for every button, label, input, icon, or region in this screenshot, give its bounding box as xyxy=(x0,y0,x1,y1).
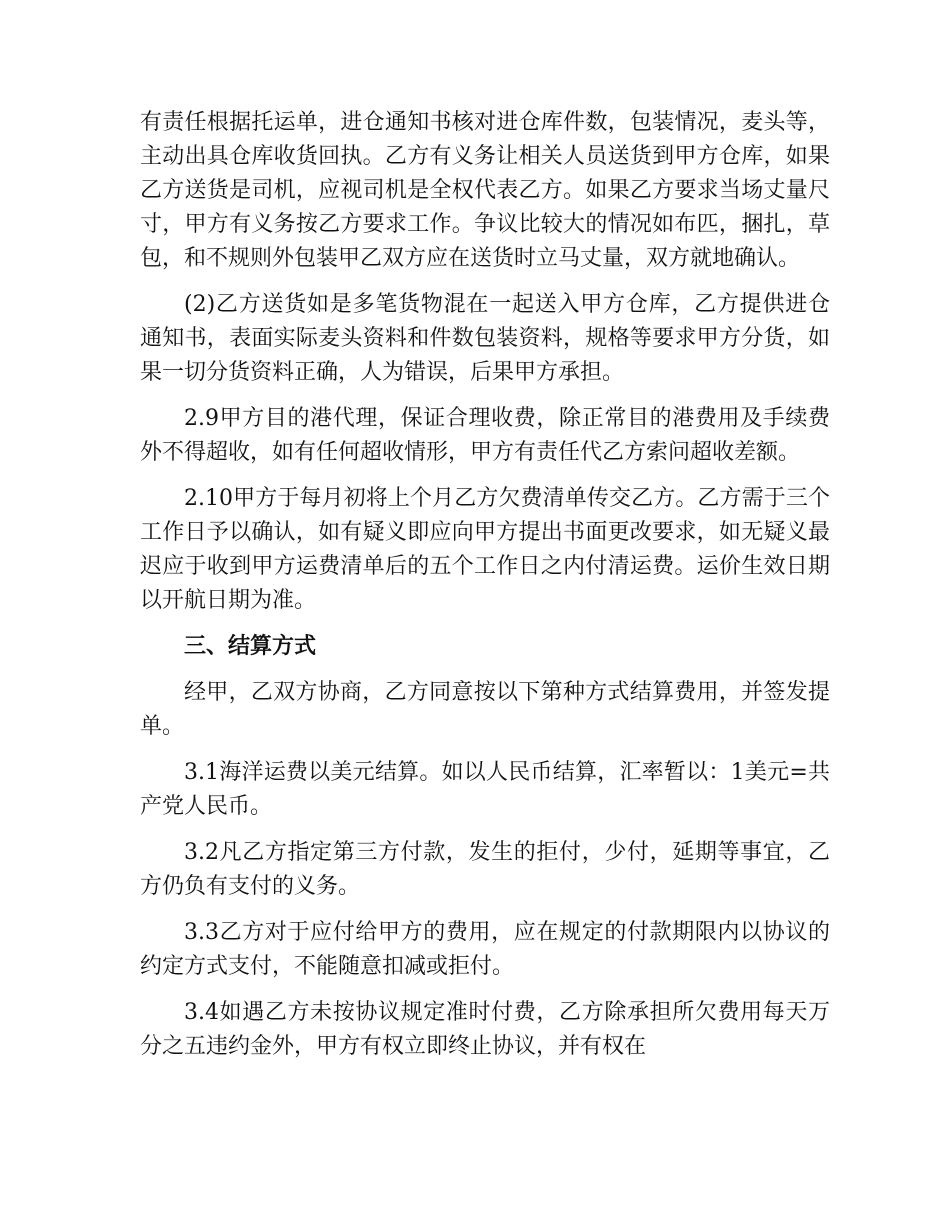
paragraph-clause-2-9: 2.9甲方目的港代理，保证合理收费，除正常目的港费用及手续费外不得超收，如有任何超收情形，甲方有责任代乙方索问超收差额。 xyxy=(140,406,830,465)
paragraph-clause-3-3: 3.3乙方对于应付给甲方的费用，应在规定的付款期限内以协议的约定方式支付，不能随意扣减或拒付。 xyxy=(140,920,830,979)
paragraph-clause-2-10: 2.10甲方于每月初将上个月乙方欠费清单传交乙方。乙方需于三个工作日予以确认，如有疑义即应向甲方提出书面更改要求，如无疑义最迟应于收到甲方运费清单后的五个工作日之内付清运费。运价生效日期以开航日期为准。 xyxy=(140,486,830,613)
paragraph-clause-3-2: 3.2凡乙方指定第三方付款，发生的拒付，少付，延期等事宜，乙方仍负有支付的义务。 xyxy=(140,840,830,899)
paragraph-settlement-intro: 经甲，乙双方协商，乙方同意按以下第种方式结算费用，并签发提单。 xyxy=(140,680,830,739)
paragraph-continuation: 有责任根据托运单，进仓通知书核对进仓库件数，包装情况，麦头等，主动出具仓库收货回执。乙方有义务让相关人员送货到甲方仓库，如果乙方送货是司机，应视司机是全权代表乙方。如果乙方要求当场丈量尺寸，甲方有义务按乙方要求工作。争议比较大的情况如布匹，捆扎，草包，和不规则外包装甲乙双方应在送货时立马丈量，双方就地确认。 xyxy=(140,110,830,271)
document-page xyxy=(140,106,830,1076)
paragraph-clause-3-1: 3.1海洋运费以美元结算。如以人民币结算，汇率暂以：1美元=共产党人民币。 xyxy=(140,760,830,819)
paragraph-clause-2-8-2: (2)乙方送货如是多笔货物混在一起送入甲方仓库，乙方提供进仓通知书，表面实际麦头资料和件数包装资料，规格等要求甲方分货，如果一切分货资料正确，人为错误，后果甲方承担。 xyxy=(140,292,830,385)
paragraph-clause-3-4: 3.4如遇乙方未按协议规定准时付费，乙方除承担所欠费用每天万分之五违约金外，甲方有权立即终止协议，并有权在 xyxy=(140,1000,830,1059)
section-heading-settlement: 三、结算方式 xyxy=(184,634,317,659)
